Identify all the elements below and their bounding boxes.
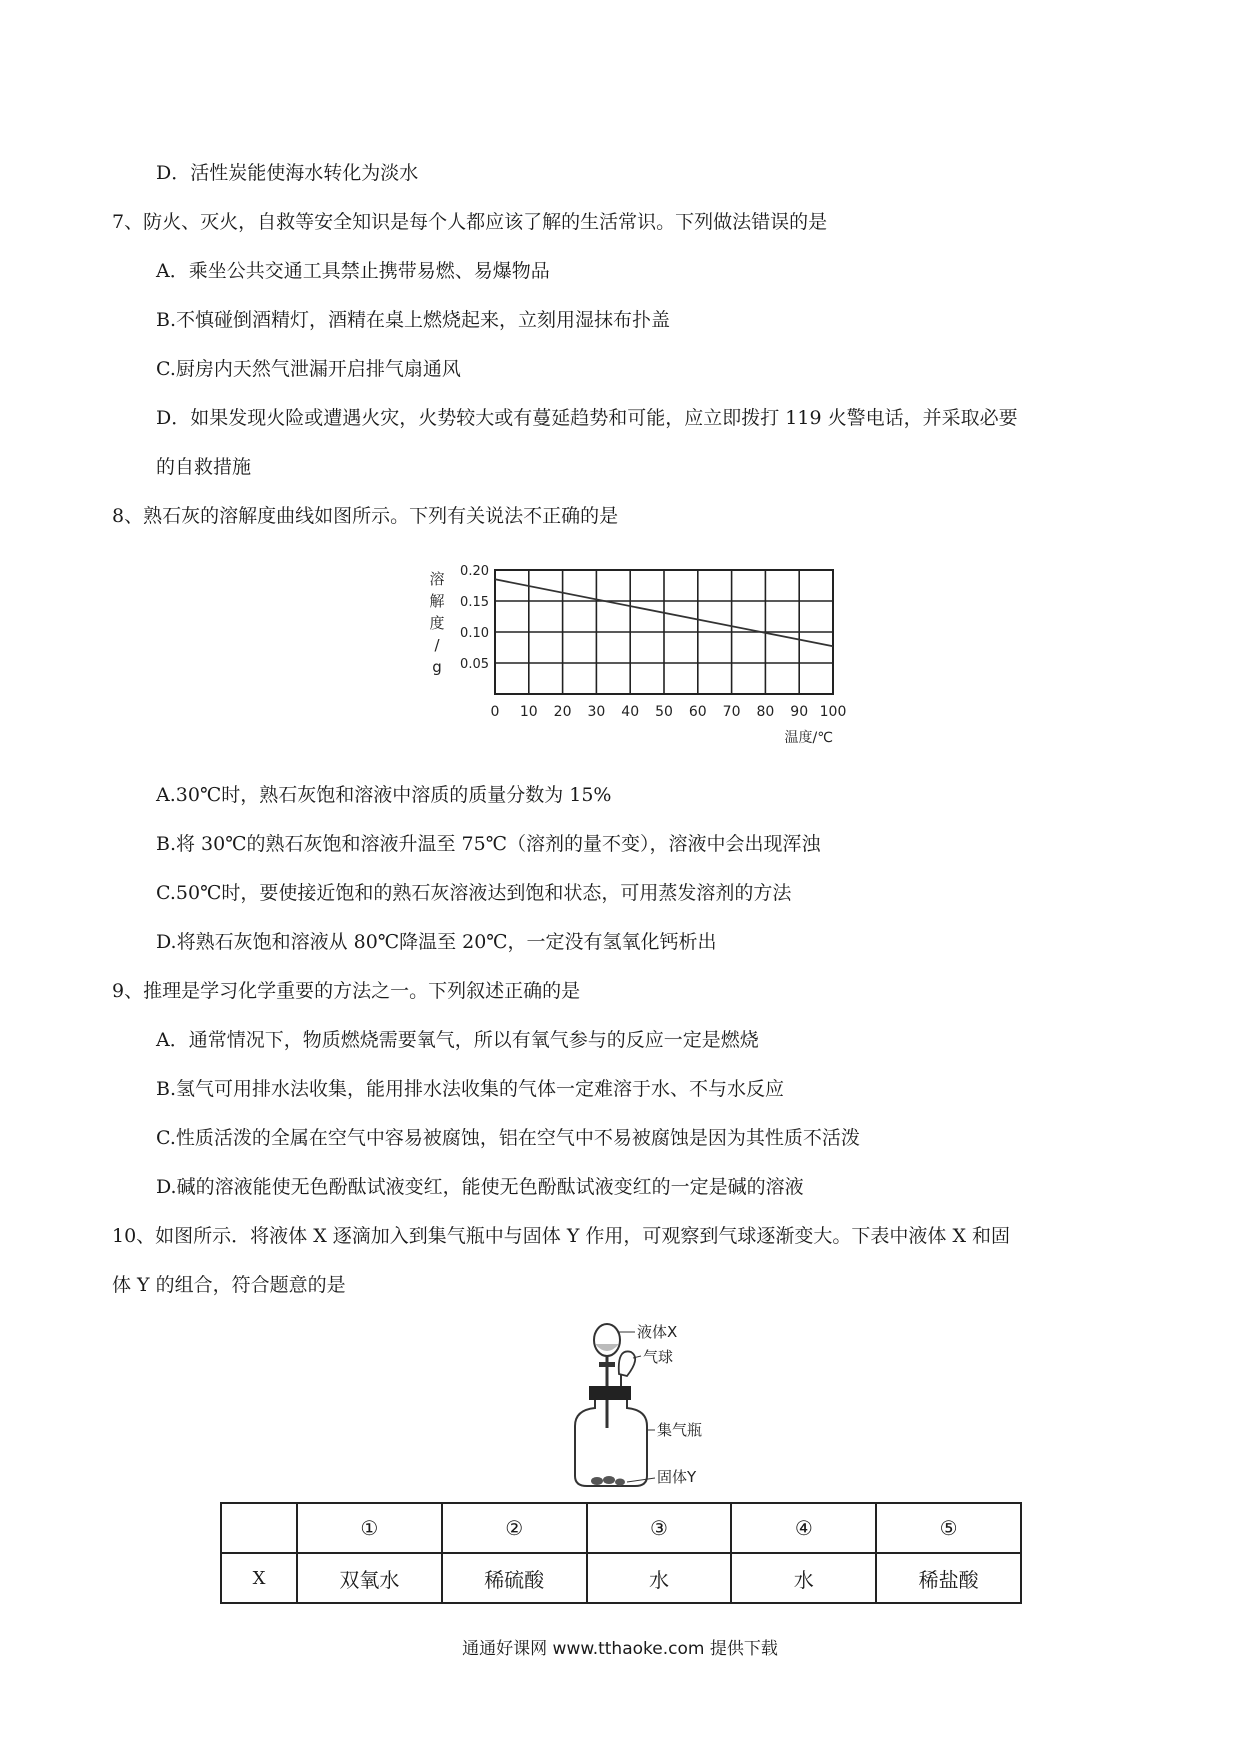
funnel-bulb [594, 1324, 620, 1356]
table-cell-row-label: X [221, 1553, 297, 1603]
leader-line [627, 1478, 655, 1482]
q8-option-a: A.30℃时，熟石灰饱和溶液中溶质的质量分数为 15% [156, 784, 612, 806]
x-tick-label: 40 [621, 704, 640, 720]
options-table [220, 1502, 1022, 1604]
solid-piece [591, 1477, 603, 1485]
label-gas-bottle: 集气瓶 [657, 1421, 703, 1439]
q6-option-d: D．活性炭能使海水转化为淡水 [156, 162, 419, 184]
q8-option-d: D.将熟石灰饱和溶液从 80℃降温至 20℃，一定没有氢氧化钙析出 [156, 931, 717, 953]
x-tick-label: 70 [722, 704, 741, 720]
gas-bottle [575, 1400, 647, 1486]
solubility-chart [425, 560, 845, 750]
table-cell: 双氧水 [297, 1553, 442, 1603]
q9-option-a: A．通常情况下，物质燃烧需要氧气，所以有氧气参与的反应一定是燃烧 [156, 1029, 759, 1051]
q9-option-d: D.碱的溶液能使无色酚酞试液变红，能使无色酚酞试液变红的一定是碱的溶液 [156, 1176, 804, 1198]
stopcock [599, 1362, 615, 1367]
y-axis-label: / [434, 636, 440, 654]
table-header-cell: ③ [587, 1503, 732, 1553]
x-tick-label: 30 [587, 704, 606, 720]
q7-option-c: C.厨房内天然气泄漏开启排气扇通风 [156, 358, 461, 380]
table-cell: 水 [731, 1553, 876, 1603]
y-axis-label: 溶 [429, 570, 445, 588]
x-axis-label: 温度/℃ [784, 730, 833, 746]
x-tick-label: 90 [790, 704, 809, 720]
q9-option-c: C.性质活泼的全属在空气中容易被腐蚀，铝在空气中不易被腐蚀是因为其性质不活泼 [156, 1127, 860, 1149]
label-solid-y: 固体Y [657, 1468, 697, 1486]
x-tick-label: 80 [756, 704, 775, 720]
label-liquid-x: 液体X [637, 1323, 678, 1341]
table-cell: 水 [587, 1553, 732, 1603]
q9-stem: 9、推理是学习化学重要的方法之一。下列叙述正确的是 [112, 980, 581, 1002]
q7-option-d: D．如果发现火险或遭遇火灾，火势较大或有蔓延趋势和可能，应立即拨打 119 火警电话，并采取必要 [156, 407, 1018, 429]
q10-stem-continued: 体 Y 的组合，符合题意的是 [112, 1274, 346, 1296]
table-header-cell: ⑤ [876, 1503, 1021, 1553]
y-axis-label: g [432, 658, 442, 676]
q7-option-a: A．乘坐公共交通工具禁止携带易燃、易爆物品 [156, 260, 550, 282]
balloon [619, 1351, 635, 1376]
solid-piece [615, 1479, 625, 1486]
table-header-cell: ④ [731, 1503, 876, 1553]
x-tick-label: 20 [553, 704, 572, 720]
page-footer: 通通好课网 www.tthaoke.com 提供下载 [462, 1639, 778, 1659]
x-tick-label: 60 [688, 704, 707, 720]
x-tick-label: 10 [519, 704, 538, 720]
table-row [221, 1553, 1021, 1603]
solid-piece [603, 1476, 615, 1484]
y-axis-label: 解 [429, 592, 445, 610]
y-tick-label: 0.15 [460, 595, 489, 610]
apparatus-drawing [575, 1318, 725, 1493]
table-cell: 稀硫酸 [442, 1553, 587, 1603]
table-cell: 稀盐酸 [876, 1553, 1021, 1603]
apparatus-figure [575, 1318, 725, 1493]
table-header-row [221, 1503, 1021, 1553]
q8-stem: 8、熟石灰的溶解度曲线如图所示。下列有关说法不正确的是 [112, 505, 619, 527]
q7-option-d-continued: 的自救措施 [156, 456, 252, 478]
y-axis-label: 度 [429, 614, 445, 632]
stopper [589, 1386, 631, 1400]
q9-option-b: B.氢气可用排水法收集，能用排水法收集的气体一定难溶于水、不与水反应 [156, 1078, 785, 1100]
x-tick-label: 0 [490, 704, 500, 720]
solubility-chart-svg [425, 560, 845, 750]
y-tick-label: 0.20 [460, 564, 489, 579]
table-header-cell: ② [442, 1503, 587, 1553]
q7-stem: 7、防火、灭火，自救等安全知识是每个人都应该了解的生活常识。下列做法错误的是 [112, 211, 828, 233]
x-tick-label: 100 [819, 704, 847, 720]
q8-option-c: C.50℃时，要使接近饱和的熟石灰溶液达到饱和状态，可用蒸发溶剂的方法 [156, 882, 792, 904]
q7-option-b: B.不慎碰倒酒精灯，酒精在桌上燃烧起来，立刻用湿抹布扑盖 [156, 309, 671, 331]
y-tick-label: 0.05 [460, 657, 489, 672]
x-tick-label: 50 [655, 704, 673, 720]
table-header-cell: ① [297, 1503, 442, 1553]
q10-stem: 10、如图所示．将液体 X 逐滴加入到集气瓶中与固体 Y 作用，可观察到气球逐渐变大。下表中液体 X 和固 [112, 1225, 1011, 1247]
q8-option-b: B.将 30℃的熟石灰饱和溶液升温至 75℃（溶剂的量不变），溶液中会出现浑浊 [156, 833, 821, 855]
table-header-cell [221, 1503, 297, 1553]
y-tick-label: 0.10 [460, 626, 489, 641]
funnel-liquid [595, 1344, 619, 1351]
label-balloon: 气球 [643, 1348, 674, 1366]
